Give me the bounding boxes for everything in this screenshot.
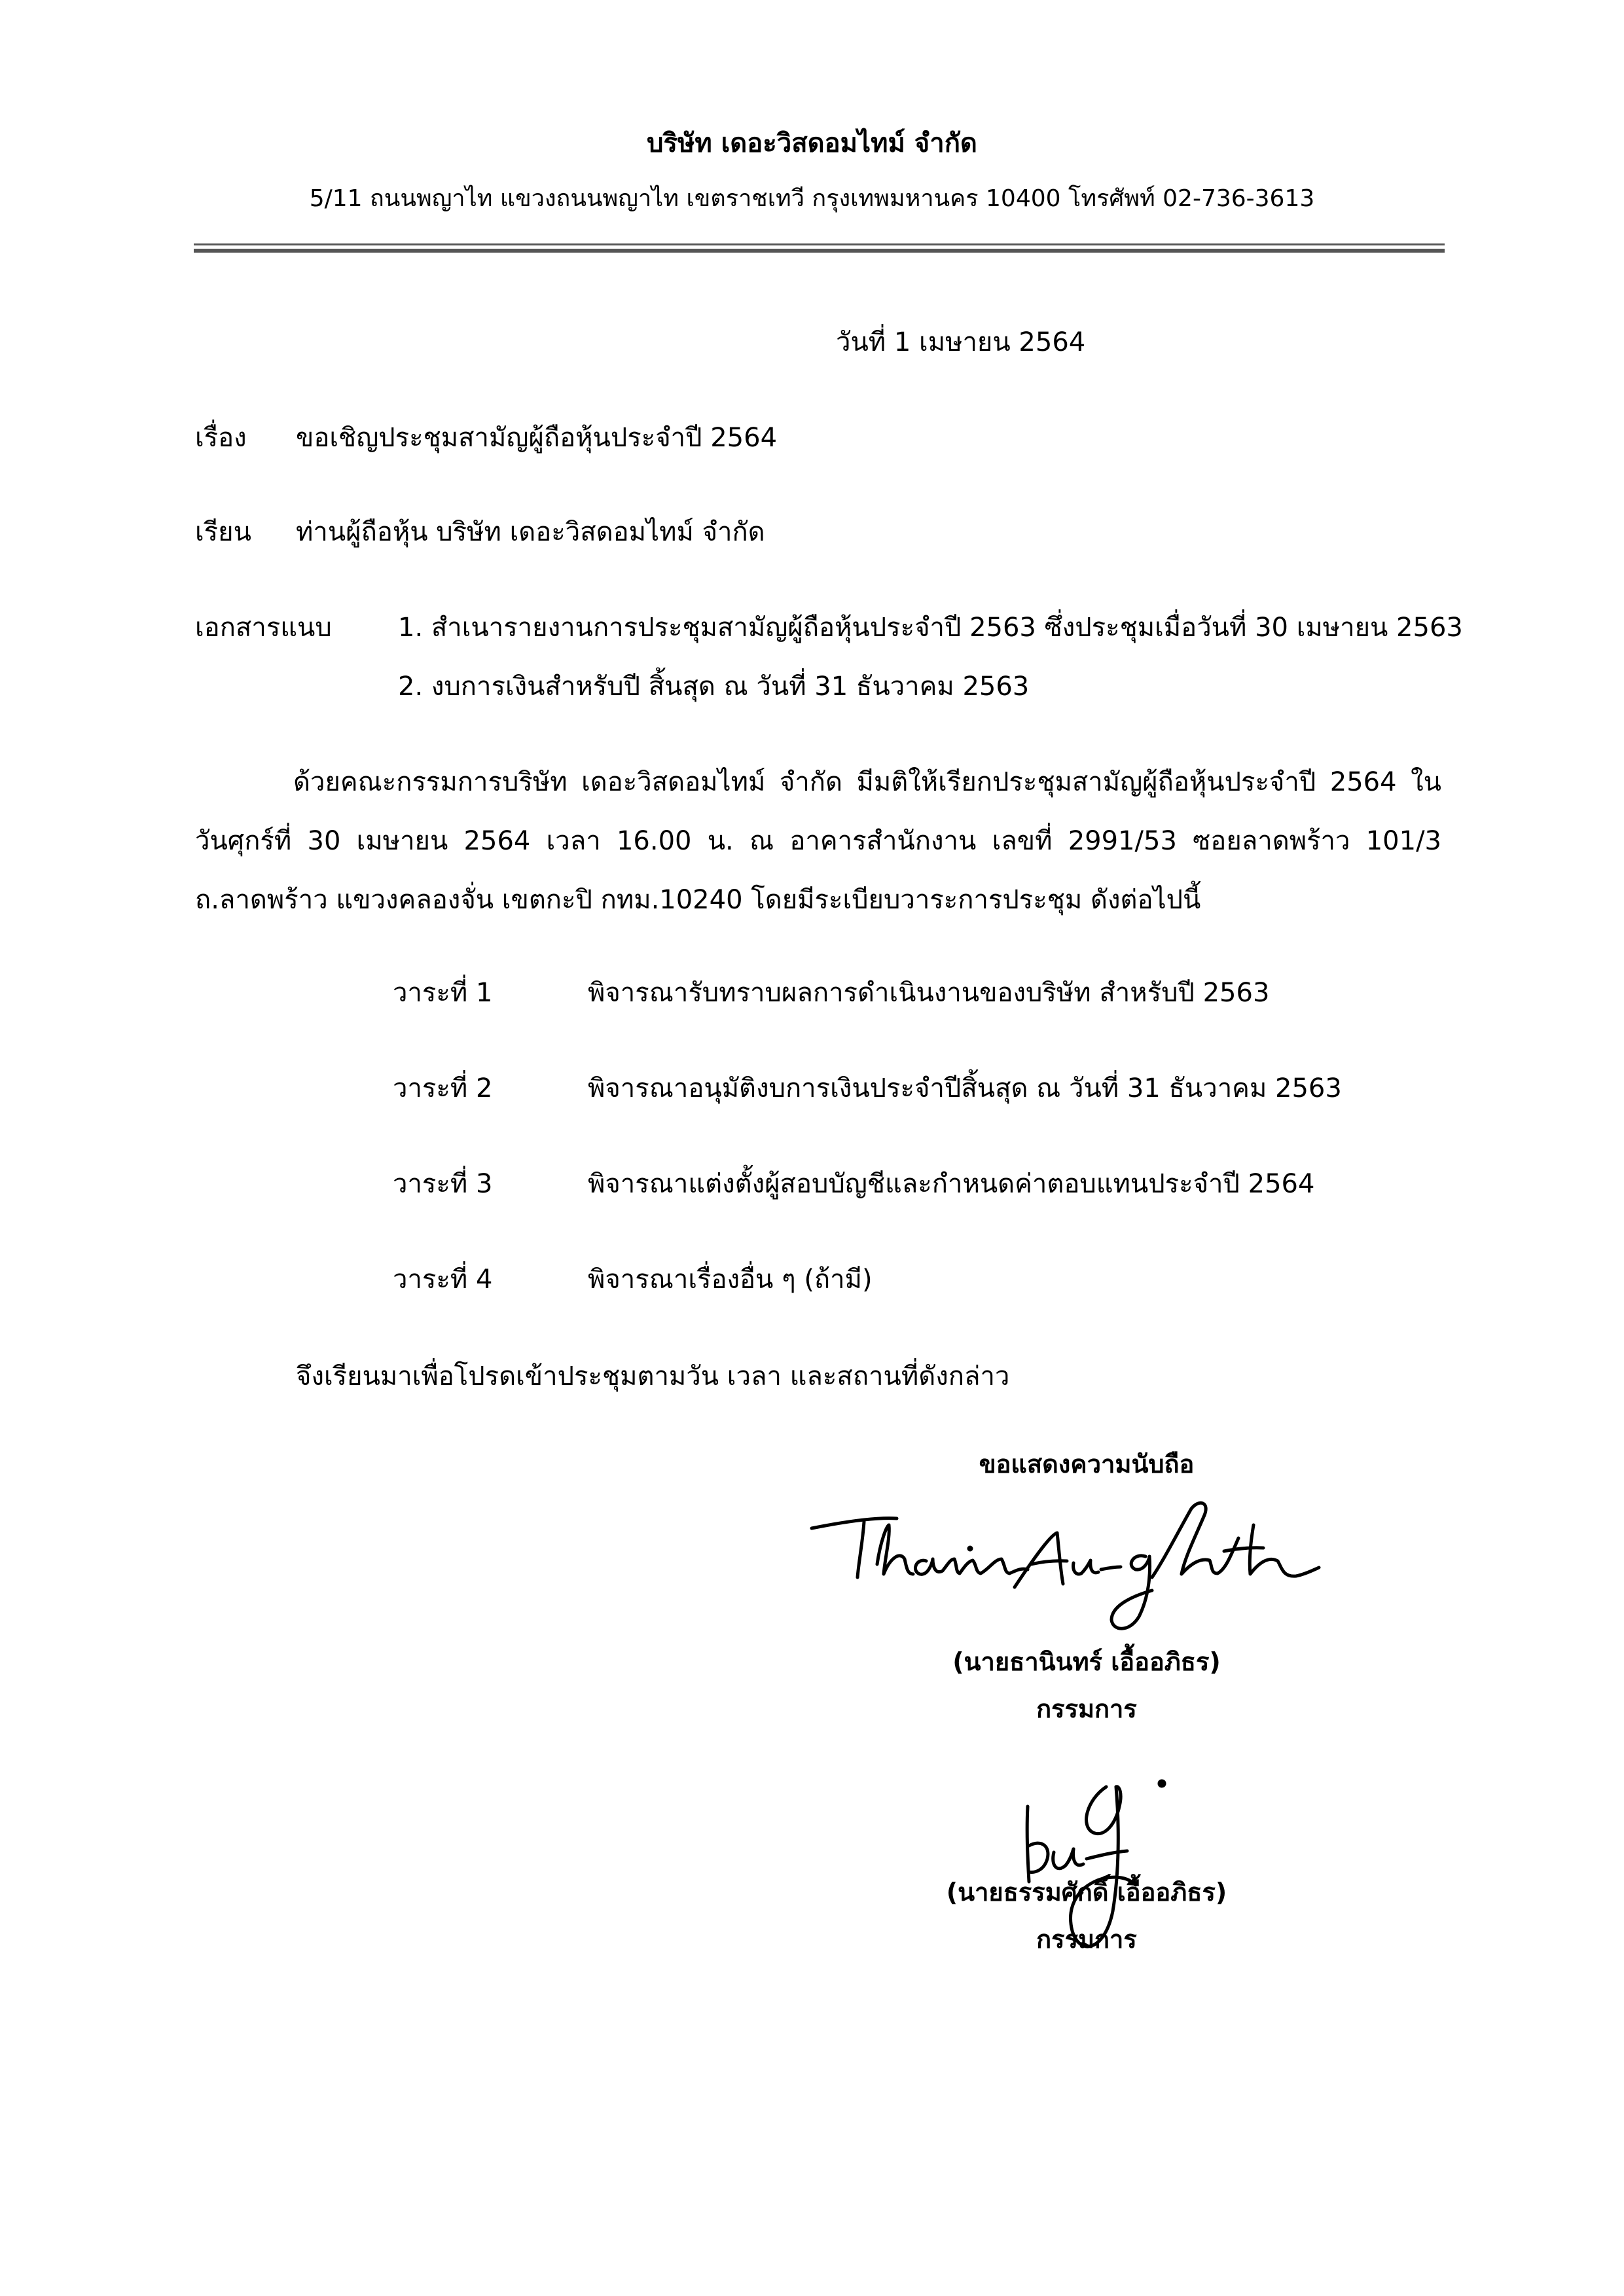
- closing-text: จึงเรียนมาเพื่อโปรดเข้าประชุมตามวัน เวลา และสถานที่ดังกล่าว: [296, 1361, 1010, 1391]
- agenda-label: วาระที่ 2: [393, 1073, 493, 1103]
- body-paragraph: ด้วยคณะกรรมการบริษัท เดอะวิสดอมไทม์ จำกัด มีมติให้เรียกประชุมสามัญผู้ถือหุ้นประจำปี 2564 ในวันศุกร์ที่ 30 เมษายน 2564 เวลา 16.00 น. ณ อาคารสำนักงาน เลขที่ 2991/53 ซอยลาดพร้าว 101/3 ถ.ลาดพร้าว แขวงคลองจั่น เขตกะปิ กทม.10240 โดยมีระเบียบวาระการประชุม ดังต่อไปนี้: [195, 767, 1441, 915]
- agenda-label: วาระที่ 4: [393, 1265, 493, 1295]
- signer-name: (นายธรรมศักดิ์ เอื้ออภิธร): [946, 1878, 1227, 1907]
- signer-position: กรรมการ: [1036, 1695, 1137, 1723]
- subject-label: เรื่อง: [195, 423, 247, 453]
- agenda-text: พิจารณาเรื่องอื่น ๆ (ถ้ามี): [588, 1265, 873, 1295]
- attachment-item: 1. สำเนารายงานการประชุมสามัญผู้ถือหุ้นประจำปี 2563 ซึ่งประชุมเมื่อวันที่ 30 เมษายน 2563: [398, 613, 1463, 643]
- recipient-label: เรียน: [195, 517, 251, 547]
- attachment-item: 2. งบการเงินสำหรับปี สิ้นสุด ณ วันที่ 31 ธันวาคม 2563: [398, 672, 1030, 702]
- attachments-label: เอกสารแนบ: [195, 613, 332, 643]
- recipient-text: ท่านผู้ถือหุ้น บริษัท เดอะวิสดอมไทม์ จำกัด: [296, 517, 765, 547]
- signer-position: กรรมการ: [1036, 1925, 1137, 1954]
- agenda-text: พิจารณารับทราบผลการดำเนินงานของบริษัท สำหรับปี 2563: [588, 978, 1270, 1008]
- handwritten-signature-1: [799, 1486, 1322, 1636]
- company-name: บริษัท เดอะวิสดอมไทม์ จำกัด: [647, 128, 977, 158]
- agenda-text: พิจารณาแต่งตั้งผู้สอบบัญชีและกำหนดค่าตอบแทนประจำปี 2564: [588, 1169, 1315, 1199]
- signer-name: (นายธานินทร์ เอื้ออภิธร): [952, 1647, 1221, 1676]
- agenda-label: วาระที่ 3: [393, 1169, 493, 1199]
- agenda-label: วาระที่ 1: [393, 978, 493, 1008]
- agenda-text: พิจารณาอนุมัติงบการเงินประจำปีสิ้นสุด ณ วันที่ 31 ธันวาคม 2563: [588, 1073, 1342, 1103]
- letter-date: วันที่ 1 เมษายน 2564: [836, 327, 1086, 357]
- company-address: 5/11 ถนนพญาไท แขวงถนนพญาไท เขตราชเทวี กรุงเทพมหานคร 10400 โทรศัพท์ 02-736-3613: [309, 185, 1315, 212]
- subject-text: ขอเชิญประชุมสามัญผู้ถือหุ้นประจำปี 2564: [296, 423, 778, 453]
- header-divider: [194, 243, 1445, 253]
- respect-closing: ขอแสดงความนับถือ: [979, 1450, 1195, 1479]
